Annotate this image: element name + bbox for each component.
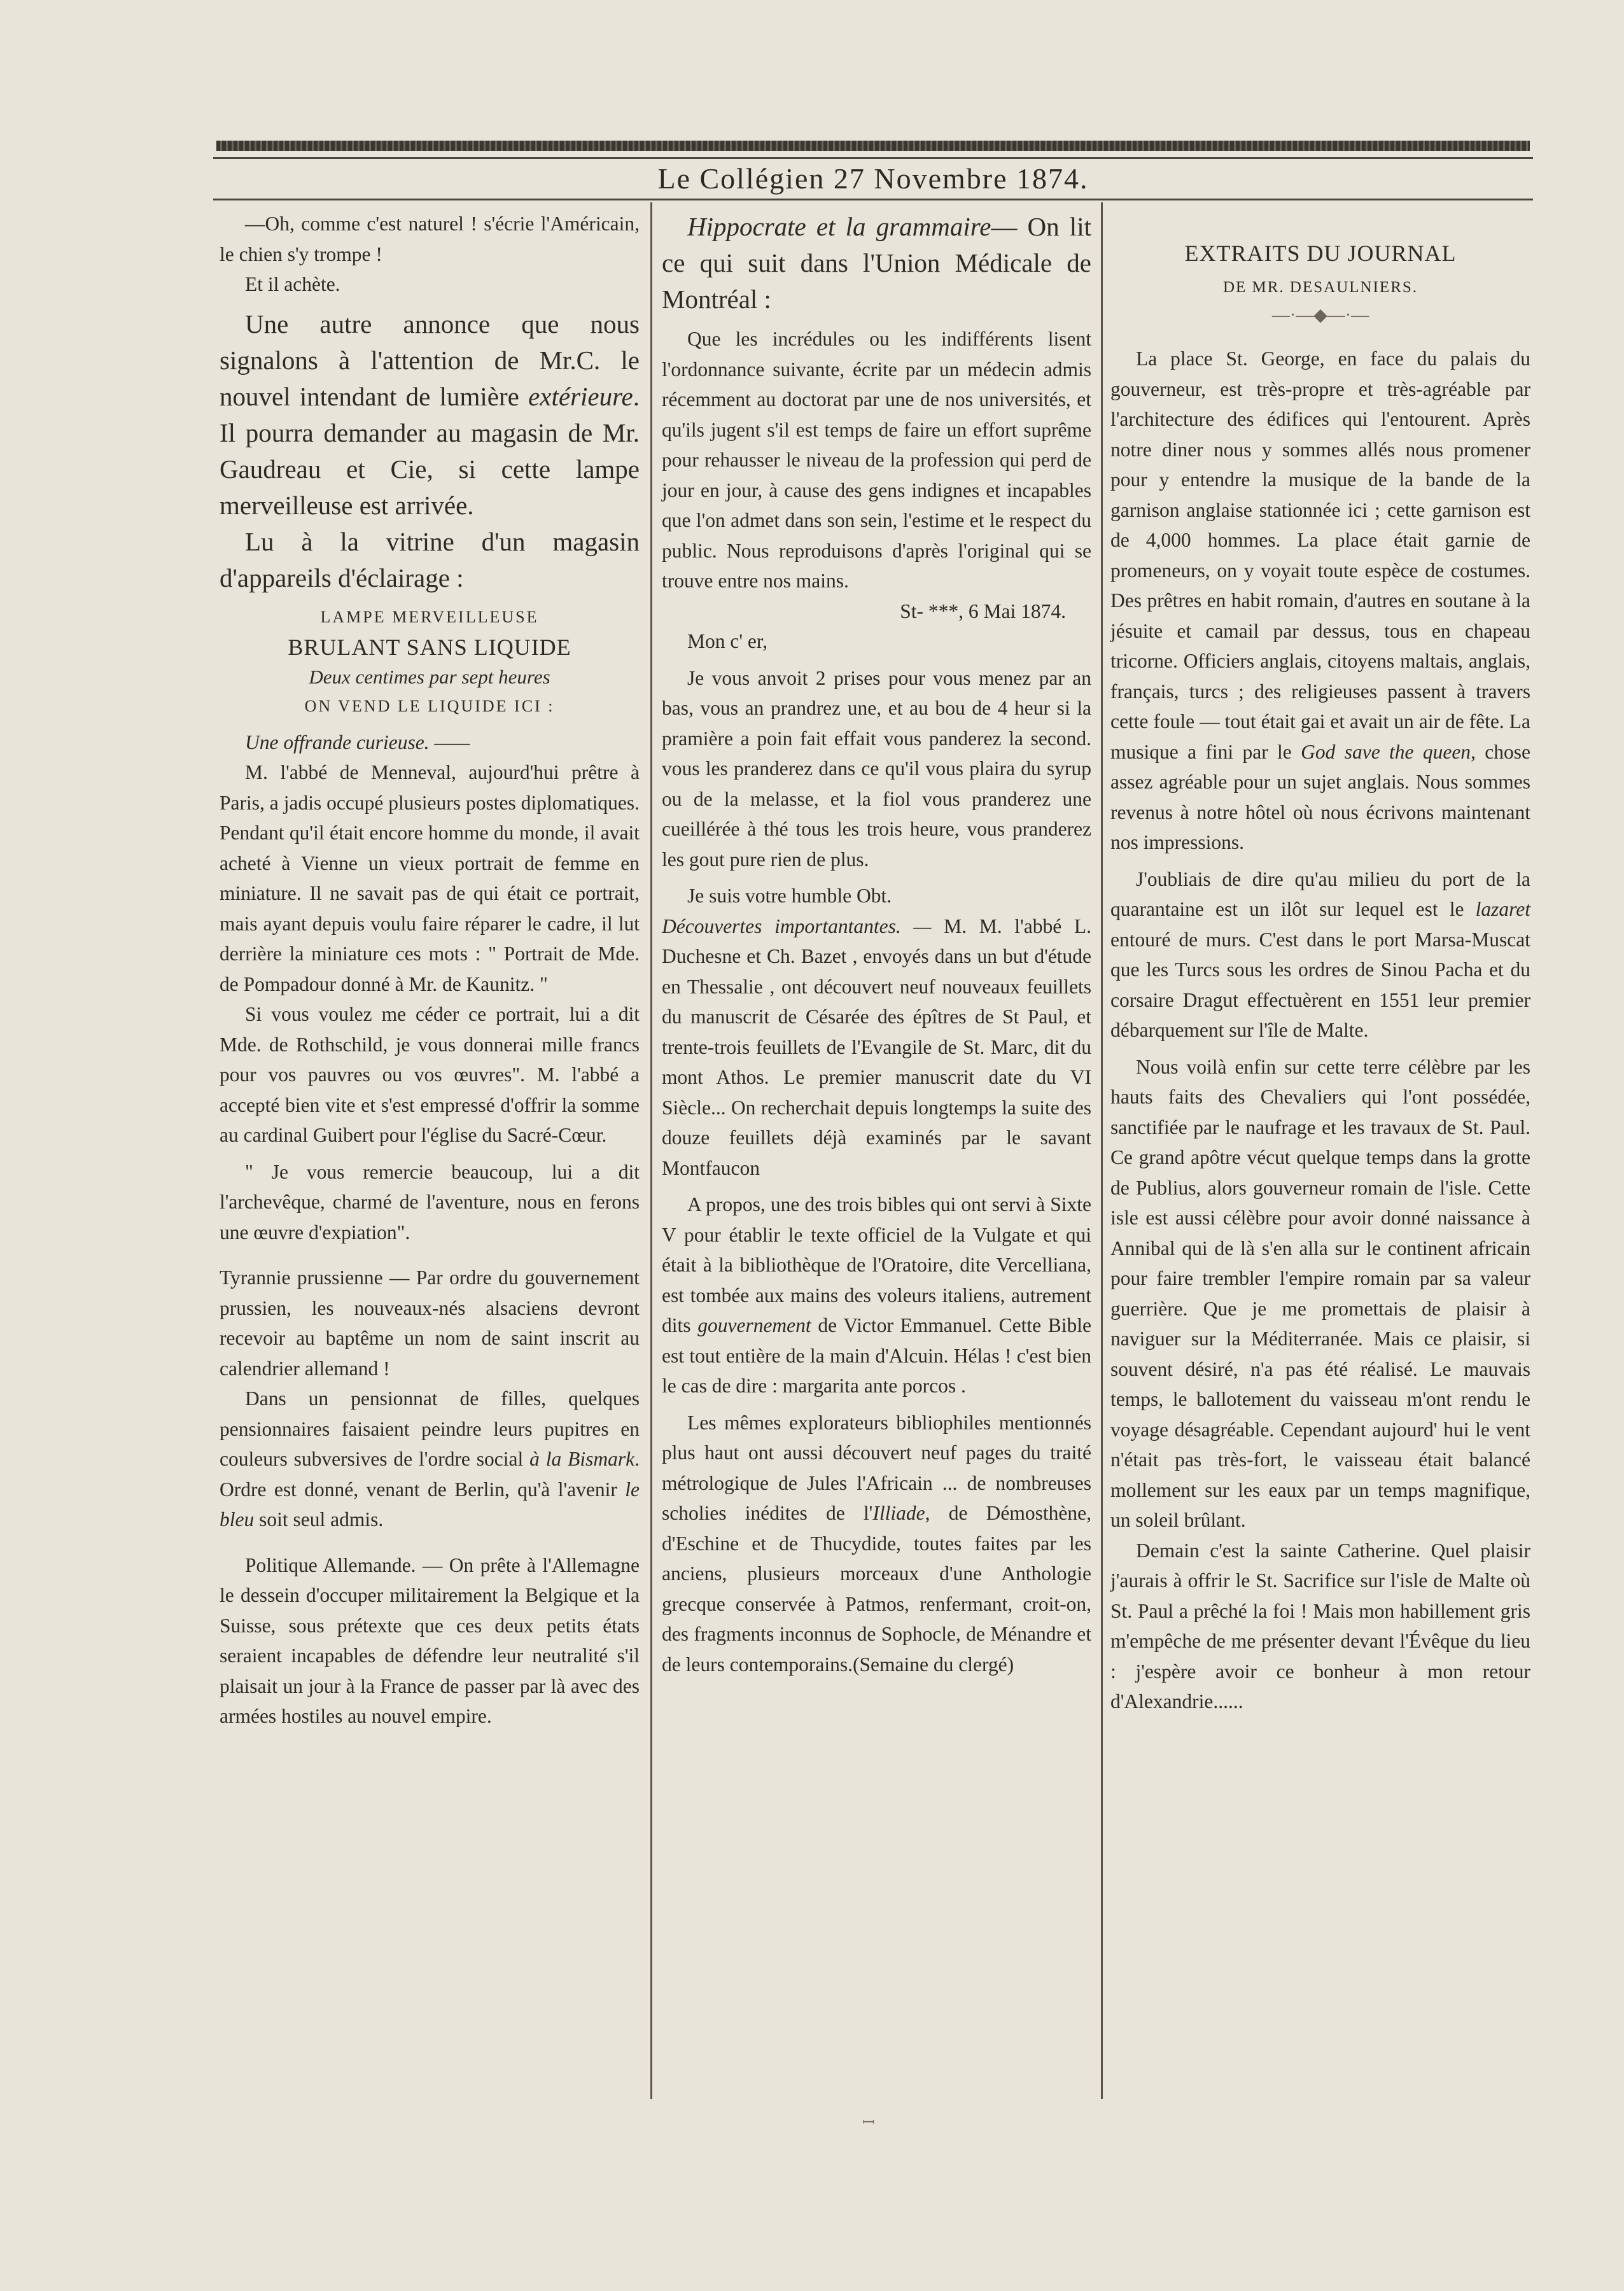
paragraph-text: Une autre annonce que nous signalons à l'attention de Mr.C. le nouvel intendant de lumière <box>220 309 640 411</box>
paragraph: —Oh, comme c'est naturel ! s'écrie l'Américain, le chien s'y trompe ! <box>220 213 640 265</box>
ad-line: ON VEND LE LIQUIDE ICI : <box>304 696 555 715</box>
column-1 <box>220 209 640 1732</box>
paragraph: Que les incrédules ou les indifférents lisent l'ordonnance suivante, écrite par un médecin admis récemment au doctorat par une de nos universités, et qu'ils jugent s'il est temps de faire un effort suprême pour rehausser le niveau de la profession qui perd de jour en jour, à cause des gens indignes et incapables que l'on admet dans son sein, l'estime et le respect du public. Nous reproduisons d'après l'original qui se trouve entre nos mains. <box>662 328 1091 592</box>
emphasis: le bleu <box>220 1478 640 1531</box>
masthead-hatch-rule <box>216 141 1530 151</box>
paragraph: Lu à la vitrine d'un magasin d'appareils d'éclairage : <box>220 526 640 592</box>
running-head: Le Collégien 27 Novembre 1874. <box>657 162 1089 195</box>
paragraph <box>662 1408 1091 1680</box>
paragraph: Demain c'est la sainte Catherine. Quel plaisir j'aurais à offrir le St. Sacrifice sur l'isle de Malte où St. Paul a prêché la foi ! Mais mon habillement gris m'empêche de me présenter devant l'Évêque du lieu : j'espère avoir ce bonheur à mon retour d'Alexandrie...... <box>1110 1539 1530 1713</box>
item-title: Une offrande curieuse. —— <box>245 731 470 753</box>
paragraph: Si vous voulez me céder ce portrait, lui a dit Mde. de Rothschild, je vous donnerai mille francs pour vos pauvres ou vos œuvres". M. l'abbé a accepté bien vite et s'est empressé d'offrir la somme au cardinal Guibert pour l'église du Sacré-Cœur. <box>220 1003 640 1146</box>
emphasis: à la Bismark <box>529 1448 635 1470</box>
paragraph-text: M. M. l'abbé L. Duchesne et Ch. Bazet , envoyés dans un but d'étude en Thessalie , ont découvert neuf nouveaux feuillets du manuscrit de Césarée des épîtres de St Paul, et trente-trois feuillets de l'Evangile de St. Marc, dit du mont Athos. Le premier manuscrit date du VI Siècle... On recherchait depuis longtemps la suite des douze feuillets déjà examinés par le savant Montfaucon <box>662 914 1092 1179</box>
article-title <box>662 209 1091 318</box>
paragraph: Et il achète. <box>245 273 340 295</box>
paragraph <box>220 1384 640 1535</box>
paragraph <box>662 911 1091 1184</box>
paragraph-text: La place St. George, en face du palais du gouverneur, est très-propre et très-agréable par l'architecture des édifices qui l'entourent. Après notre diner nous y sommes allés nous promener pour y entendre la musique de la bande de la garnison anglaise stationnée ici ; cette garnison est de 4,000 hommes. La place était garnie de promeneurs, on y voyait toute espèce de costumes. Des prêtres en habit romain, d'autres en soutane à la jésuite et camail par dessus, tous en chapeau tricorne. Officiers anglais, citoyens maltais, anglais, français, turcs ; des religieuses passent à travers cette foule — tout était gai et avait un air de fête. La musique a fini par le <box>1110 347 1530 763</box>
paragraph <box>662 1189 1091 1401</box>
emphasis: Illiade <box>872 1502 925 1524</box>
paragraph <box>1110 864 1530 1046</box>
header-rule-bottom <box>213 199 1533 200</box>
emphasis: lazaret <box>1475 898 1531 920</box>
paragraph: " Je vous remercie beaucoup, lui a dit l'archevêque, charmé de l'aventure, nous en ferons une œuvre d'expiation". <box>220 1160 640 1244</box>
emphasis: Hippocrate et la grammaire <box>687 212 991 241</box>
paragraph-text: Les mêmes explorateurs bibliophiles mentionnés plus haut ont aussi découvert neuf pages du traité métrologique de Jules l'Africain ... de nombreuses scholies inédites de l' <box>662 1411 1091 1524</box>
paragraph-text: de Victor Emmanuel. Cette Bible est tout entière de la main d'Alcuin. Hélas ! c'est bien le cas de dire : margarita ante porcos . <box>662 1314 1092 1397</box>
ad-line: LAMPE MERVEILLEUSE <box>320 607 539 626</box>
article-heading: EXTRAITS DU JOURNAL <box>1184 241 1457 266</box>
paragraph-text: , chose assez agréable pour un sujet anglais. Nous sommes revenus à notre hôtel où nous écrivons maintenant nos impressions. <box>1110 740 1530 853</box>
paragraph: Politique Allemande. — On prête à l'Allemagne le dessein d'occuper militairement la Belgique et la Suisse, sous prétexte que ces deux petits états seraient incapables de défendre leur neutralité s'il plaisait un jour à la France de passer par là avec des armées hostiles au nouvel empire. <box>220 1553 640 1727</box>
paragraph: Nous voilà enfin sur cette terre célèbre par les hauts faits des Chevaliers qui l'ont possédée, sanctifiée par le naufrage et les travaux de St. Paul. Ce grand apôtre vécut quelque temps dans la grotte de Publius, alors gouverneur romain de l'isle. Cette isle est aussi célèbre pour avoir donné naissance à Annibal qui de là s'en alla sur le continent africain pour faire trembler l'empire romain par sa valeur guerrière. Que je me promettais de plaisir à naviguer sur la Méditerranée. Mais ce plaisir, si souvent désiré, n'a pas été réalisé. Le mauvais temps, le ballotement du vaisseau m'ont rendu le voyage désagréable. Cependant aujourd' hui le vent n'était pas très-fort, le vaisseau était balancé mollement sur les eaux par un temps magnifique, un soleil brûlant. <box>1110 1055 1530 1531</box>
emphasis: God save the queen <box>1301 740 1471 763</box>
letter-body: Je vous anvoit 2 prises pour vous menez par an bas, vous an prandrez une, et au bou de 4 heur si la pramière a poin fait effait vous panderez la second. vous les pranderez dans ce qu'il vous plaira du syrup ou de la melasse, et la fiol vous pranderez une cueillérée à thé tous les trois heure, vous pranderez les gout pure rien de plus. <box>662 666 1091 871</box>
item-title: Découvertes importantantes. — <box>662 914 932 937</box>
column-2 <box>662 209 1091 1679</box>
ad-line: BRULANT SANS LIQUIDE <box>288 634 571 660</box>
emphasis: gouvernement <box>697 1314 811 1336</box>
page-footer-mark: ꟷ <box>862 2113 875 2131</box>
column-divider-1 <box>650 202 652 2099</box>
paragraph: Tyrannie prussienne — Par ordre du gouvernement prussien, les nouveaux-nés alsaciens devront recevoir au baptême un nom de saint inscrit au calendrier allemand ! <box>220 1266 640 1380</box>
paragraph-text: A propos, une des trois bibles qui ont servi à Sixte V pour établir le texte officiel de la Vulgate et qui était à la bibliothèque de l'Oratoire, dite Vercelliana, est tombée aux mains des voleurs italiens, autrement dits <box>662 1193 1091 1336</box>
paragraph-text: — On lit ce qui suit dans l'Union Médicale de Montréal : <box>662 212 1091 314</box>
paragraph-text: entouré de murs. C'est dans le port Marsa-Muscat que les Turcs sous les ordres de Sinou Pacha et du corsaire Dragut effectuèrent en 1551 leur premier débarquement sur l'île de Malte. <box>1110 928 1530 1041</box>
ornament-divider: —·—◆—·— <box>1271 305 1369 325</box>
paragraph-text: Dans un pensionnat de filles, quelques pensionnaires faisaient peindre leurs pupitres en couleurs subversives de l'ordre social <box>220 1387 640 1470</box>
column-divider-2 <box>1101 202 1103 2099</box>
emphasis: extérieure <box>528 381 633 411</box>
paragraph <box>220 306 640 524</box>
paragraph: M. l'abbé de Menneval, aujourd'hui prêtre à Paris, a jadis occupé plusieurs postes diplomatiques. Pendant qu'il était encore homme du monde, il avait acheté à Vienne un vieux portrait de femme en miniature. Il ne savait pas de qui était ce portrait, mais ayant depuis voulu faire réparer le cadre, il lut derrière la miniature ces mots : " Portrait de Mde. de Pompadour donné à Mr. de Kaunitz. " <box>220 761 640 995</box>
dateline: St- ***, 6 Mai 1874. <box>900 599 1066 622</box>
ad-line: Deux centimes par sept heures <box>309 665 550 688</box>
column-3 <box>1110 209 1530 1717</box>
header-rule-top <box>213 157 1533 159</box>
paragraph-text: , de Démosthène, d'Eschine et de Thucydide, toutes faites par les anciens, plusieurs morceaux d'une Anthologie grecque conservée à Patmos, renfermant, croit-on, des fragments inconnus de Sophocle, de Ménandre et de leurs contemporains.(Semaine du clergé) <box>662 1502 1091 1676</box>
paragraph <box>1110 344 1530 858</box>
salutation: Mon c' er, <box>687 630 767 652</box>
paragraph-text: J'oubliais de dire qu'au milieu du port de la quarantaine est un ilôt sur lequel est le <box>1110 867 1530 920</box>
article-subheading: DE MR. DESAULNIERS. <box>1222 279 1418 296</box>
paragraph-text: . Il pourra demander au magasin de Mr. Gaudreau et Cie, si cette lampe merveilleuse est arrivée. <box>220 381 640 520</box>
paragraph-text: . Ordre est donné, venant de Berlin, qu'à l'avenir <box>220 1448 640 1501</box>
paragraph-text: soit seul admis. <box>259 1508 384 1531</box>
signoff: Je suis votre humble Obt. <box>687 885 892 907</box>
